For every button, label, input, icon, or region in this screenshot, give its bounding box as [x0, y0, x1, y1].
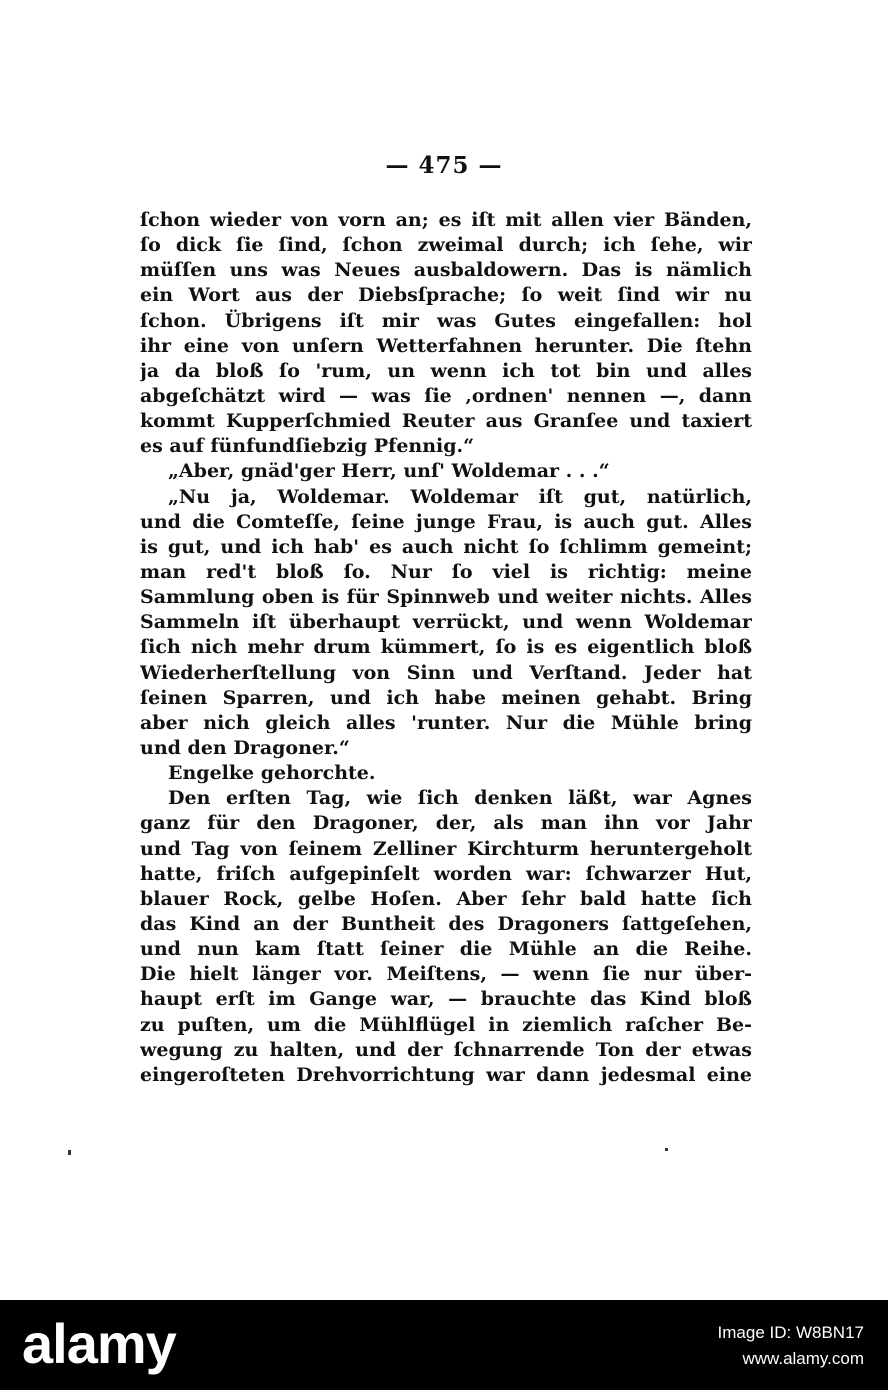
page-number: — 475 — [385, 152, 503, 179]
text-line: is gut, und ich hab' es auch nicht ſo ſchlimm gemeint; [140, 535, 752, 558]
text-line: „Nu ja, Woldemar. Woldemar iſt gut, natürlich, [168, 485, 752, 508]
text-line: wegung zu halten, und der ſchnarrende Ton der etwas [140, 1038, 752, 1061]
text-line: ganz für den Dragoner, der, als man ihn vor Jahr [140, 812, 752, 835]
site-url: www.alamy.com [742, 1349, 864, 1368]
text-line: und nun kam ſtatt ſeiner die Mühle an die Reihe. [140, 938, 752, 961]
body-text [140, 208, 752, 1088]
text-line: ein Wort aus der Diebsſprache; ſo weit ſind wir nu [140, 284, 752, 307]
text-line: man red't bloß ſo. Nur ſo viel is richtig: meine [140, 560, 752, 583]
text-line: eingeroſteten Drehvorrichtung war dann jedesmal eine [140, 1063, 752, 1086]
text-line: ja da bloß ſo 'rum, un wenn ich tot bin und alles [140, 359, 752, 382]
text-line: hatte, friſch aufgepinſelt worden war: ſchwarzer Hut, [140, 862, 752, 885]
text-line: ihr eine von unſern Wetterfahnen herunter. Die ſtehn [140, 334, 752, 357]
text-line: blauer Rock, gelbe Hoſen. Aber ſehr bald hatte ſich [140, 887, 752, 910]
watermark-bar [0, 1300, 888, 1390]
ink-speck [68, 1150, 71, 1155]
text-line: und die Comteſſe, ſeine junge Frau, is auch gut. Alles [140, 510, 752, 533]
text-line: das Kind an der Buntheit des Dragoners ſattgeſehen, [140, 912, 752, 935]
text-line: ſich nich mehr drum kümmert, ſo is es eigentlich bloß [140, 636, 752, 659]
text-line: Sammlung oben is für Spinnweb und weiter nichts. Alles [140, 586, 752, 609]
text-line: ſchon. Übrigens iſt mir was Gutes eingefallen: hol [140, 309, 752, 332]
ink-speck [665, 1148, 668, 1151]
text-line: haupt erſt im Gange war, — brauchte das Kind bloß [140, 988, 752, 1011]
text-line: „Aber, gnäd'ger Herr, unſ' Woldemar . . .“ [168, 460, 610, 483]
text-line: es auf fünfundſiebzig Pfennig.“ [140, 435, 475, 458]
text-line: ſchon wieder von vorn an; es iſt mit allen vier Bänden, [140, 209, 752, 231]
text-line: kommt Kupperſchmied Reuter aus Granſee und taxiert [140, 410, 752, 433]
text-line: Den erſten Tag, wie ſich denken läßt, war Agnes [168, 787, 752, 810]
text-line: müſſen uns was Neues ausbaldowern. Das is nämlich [140, 259, 752, 282]
text-line: ſo dick ſie ſind, ſchon zweimal durch; ich ſehe, wir [140, 234, 752, 257]
text-line: abgeſchätzt wird — was ſie ‚ordnen' nennen —, dann [140, 384, 752, 407]
text-line: zu puſten, um die Mühlflügel in ziemlich raſcher Be- [140, 1013, 752, 1036]
text-line: Engelke gehorchte. [168, 762, 376, 785]
alamy-logo: alamy [22, 1312, 176, 1375]
text-line: ſeinen Sparren, und ich habe meinen gehabt. Bring [140, 686, 752, 709]
text-line: und Tag von ſeinem Zelliner Kirchturm heruntergeholt [140, 837, 752, 860]
text-line: Wiederherſtellung von Sinn und Verſtand. Jeder hat [140, 661, 752, 684]
image-info [718, 1320, 864, 1372]
text-line: aber nich gleich alles 'runter. Nur die Mühle bring [140, 711, 752, 734]
text-line: Sammeln iſt überhaupt verrückt, und wenn Woldemar [140, 611, 752, 634]
text-line: und den Dragoner.“ [140, 736, 350, 759]
image-id: Image ID: W8BN17 [717, 1323, 864, 1342]
text-line: Die hielt länger vor. Meiſtens, — wenn ſie nur über- [140, 963, 752, 986]
